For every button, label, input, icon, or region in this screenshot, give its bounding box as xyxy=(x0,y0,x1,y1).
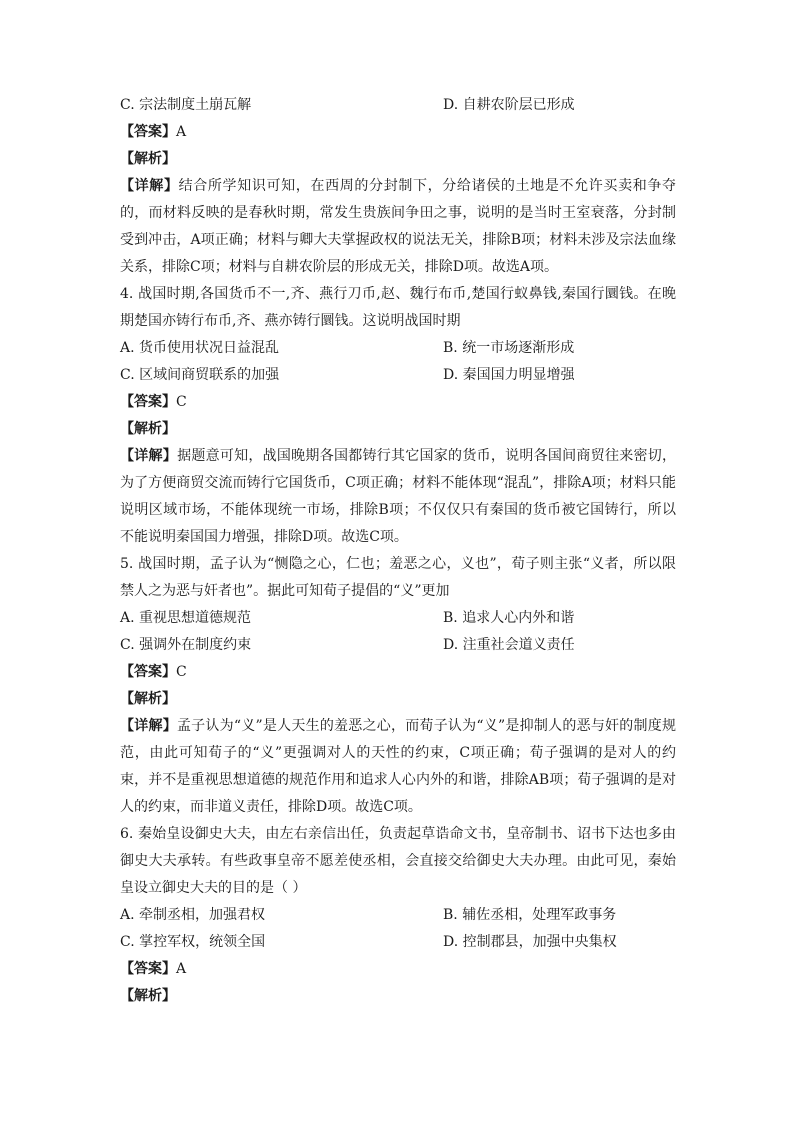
q6-option-d: D. 控制郡县，加强中央集权 xyxy=(443,934,617,950)
q5-analysis-heading xyxy=(120,686,676,713)
analysis-tag: 【解析】 xyxy=(120,421,176,437)
analysis-tag: 【解析】 xyxy=(120,691,176,707)
q5-answer xyxy=(120,659,676,686)
q3-detail xyxy=(120,173,676,281)
q4-option-c: C. 区域间商贸联系的加强 xyxy=(120,367,280,383)
answer-value: A xyxy=(176,124,187,140)
q4-option-d: D. 秦国国力明显增强 xyxy=(443,367,575,383)
page-content xyxy=(120,92,676,1010)
q5-options-row-2 xyxy=(120,632,676,659)
q6-answer xyxy=(120,956,676,983)
q3-answer xyxy=(120,119,676,146)
q5-option-a: A. 重视思想道德规范 xyxy=(120,610,252,626)
q5-options-row-1 xyxy=(120,605,676,632)
analysis-tag: 【解析】 xyxy=(120,988,176,1004)
q5-detail xyxy=(120,713,676,821)
q4-option-b: B. 统一市场逐渐形成 xyxy=(443,340,575,356)
q3-options-row xyxy=(120,92,676,119)
q5-option-b: B. 追求人心内外和谐 xyxy=(443,610,575,626)
q4-options-row-2 xyxy=(120,362,676,389)
q6-option-b: B. 辅佐丞相，处理军政事务 xyxy=(443,907,617,923)
answer-value: C xyxy=(176,394,187,410)
q4-stem: 4. 战国时期,各国货币不一,齐、燕行刀币,赵、魏行布币,楚国行蚁鼻钱,秦国行圜钱。在晚期楚国亦铸行布币,齐、燕亦铸行圜钱。这说明战国时期 xyxy=(120,286,676,329)
q3-option-c: C. 宗法制度土崩瓦解 xyxy=(120,97,252,113)
q6-option-c: C. 掌控军权，统领全国 xyxy=(120,934,266,950)
q4-option-a: A. 货币使用状况日益混乱 xyxy=(120,340,280,356)
q4-options-row-1 xyxy=(120,335,676,362)
analysis-tag: 【解析】 xyxy=(120,151,176,167)
q6-options-row-2 xyxy=(120,929,676,956)
q4-detail xyxy=(120,443,676,551)
detail-text: 据题意可知，战国晚期各国都铸行其它国家的货币，说明各国间商贸往来密切，为了方便商贸交流而铸行它国货币，C项正确；材料不能体现“混乱”，排除A项；材料只能说明区域市场，不能体现统一市场，排除B项；不仅仅只有秦国的货币被它国铸行，所以不能说明秦国国力增强，排除D项。故选C项。 xyxy=(120,448,677,545)
q4-analysis-heading xyxy=(120,416,676,443)
q3-option-d: D. 自耕农阶层已形成 xyxy=(443,97,575,113)
q5-stem: 5. 战国时期，孟子认为“恻隐之心，仁也；羞恶之心，义也”，荀子则主张“义者，所以限禁人之为恶与奸者也”。据此可知荀子提倡的“义”更加 xyxy=(120,556,676,599)
q6-options-row-1 xyxy=(120,902,676,929)
answer-tag: 【答案】 xyxy=(120,961,176,977)
detail-text: 结合所学知识可知，在西周的分封制下，分给诸侯的土地是不允许买卖和争夺的，而材料反映的是春秋时期，常发生贵族间争田之事，说明的是当时王室衰落，分封制受到冲击，A项正确；材料与卿大夫掌握政权的说法无关，排除B项；材料未涉及宗法血缘关系，排除C项；材料与自耕农阶层的形成无关，排除D项。故选A项。 xyxy=(120,178,677,275)
q6-stem: 6. 秦始皇设御史大夫，由左右亲信出任，负责起草诰命文书，皇帝制书、诏书下达也多由御史大夫承转。有些政事皇帝不愿差使丞相，会直接交给御史大夫办理。由此可见，秦始皇设立御史大夫的目的是（ ） xyxy=(120,826,676,896)
answer-tag: 【答案】 xyxy=(120,394,176,410)
answer-value: C xyxy=(176,664,187,680)
detail-tag: 【详解】 xyxy=(120,178,179,194)
q5-option-c: C. 强调外在制度约束 xyxy=(120,637,252,653)
q4-answer xyxy=(120,389,676,416)
q5-option-d: D. 注重社会道义责任 xyxy=(443,637,575,653)
q3-analysis-heading xyxy=(120,146,676,173)
answer-tag: 【答案】 xyxy=(120,664,176,680)
q6-analysis-heading xyxy=(120,983,676,1010)
answer-tag: 【答案】 xyxy=(120,124,176,140)
detail-text: 孟子认为“义”是人天生的羞恶之心，而荀子认为“义”是抑制人的恶与奸的制度规范，由此可知荀子的“义”更强调对人的天性的约束，C项正确；荀子强调的是对人的约束，并不是重视思想道德的规范作用和追求人心内外的和谐，排除AB项；荀子强调的是对人的约束，而非道义责任，排除D项。故选C项。 xyxy=(120,718,676,815)
detail-tag: 【详解】 xyxy=(120,718,177,734)
answer-value: A xyxy=(176,961,187,977)
q6-option-a: A. 牵制丞相，加强君权 xyxy=(120,907,266,923)
detail-tag: 【详解】 xyxy=(120,448,178,464)
